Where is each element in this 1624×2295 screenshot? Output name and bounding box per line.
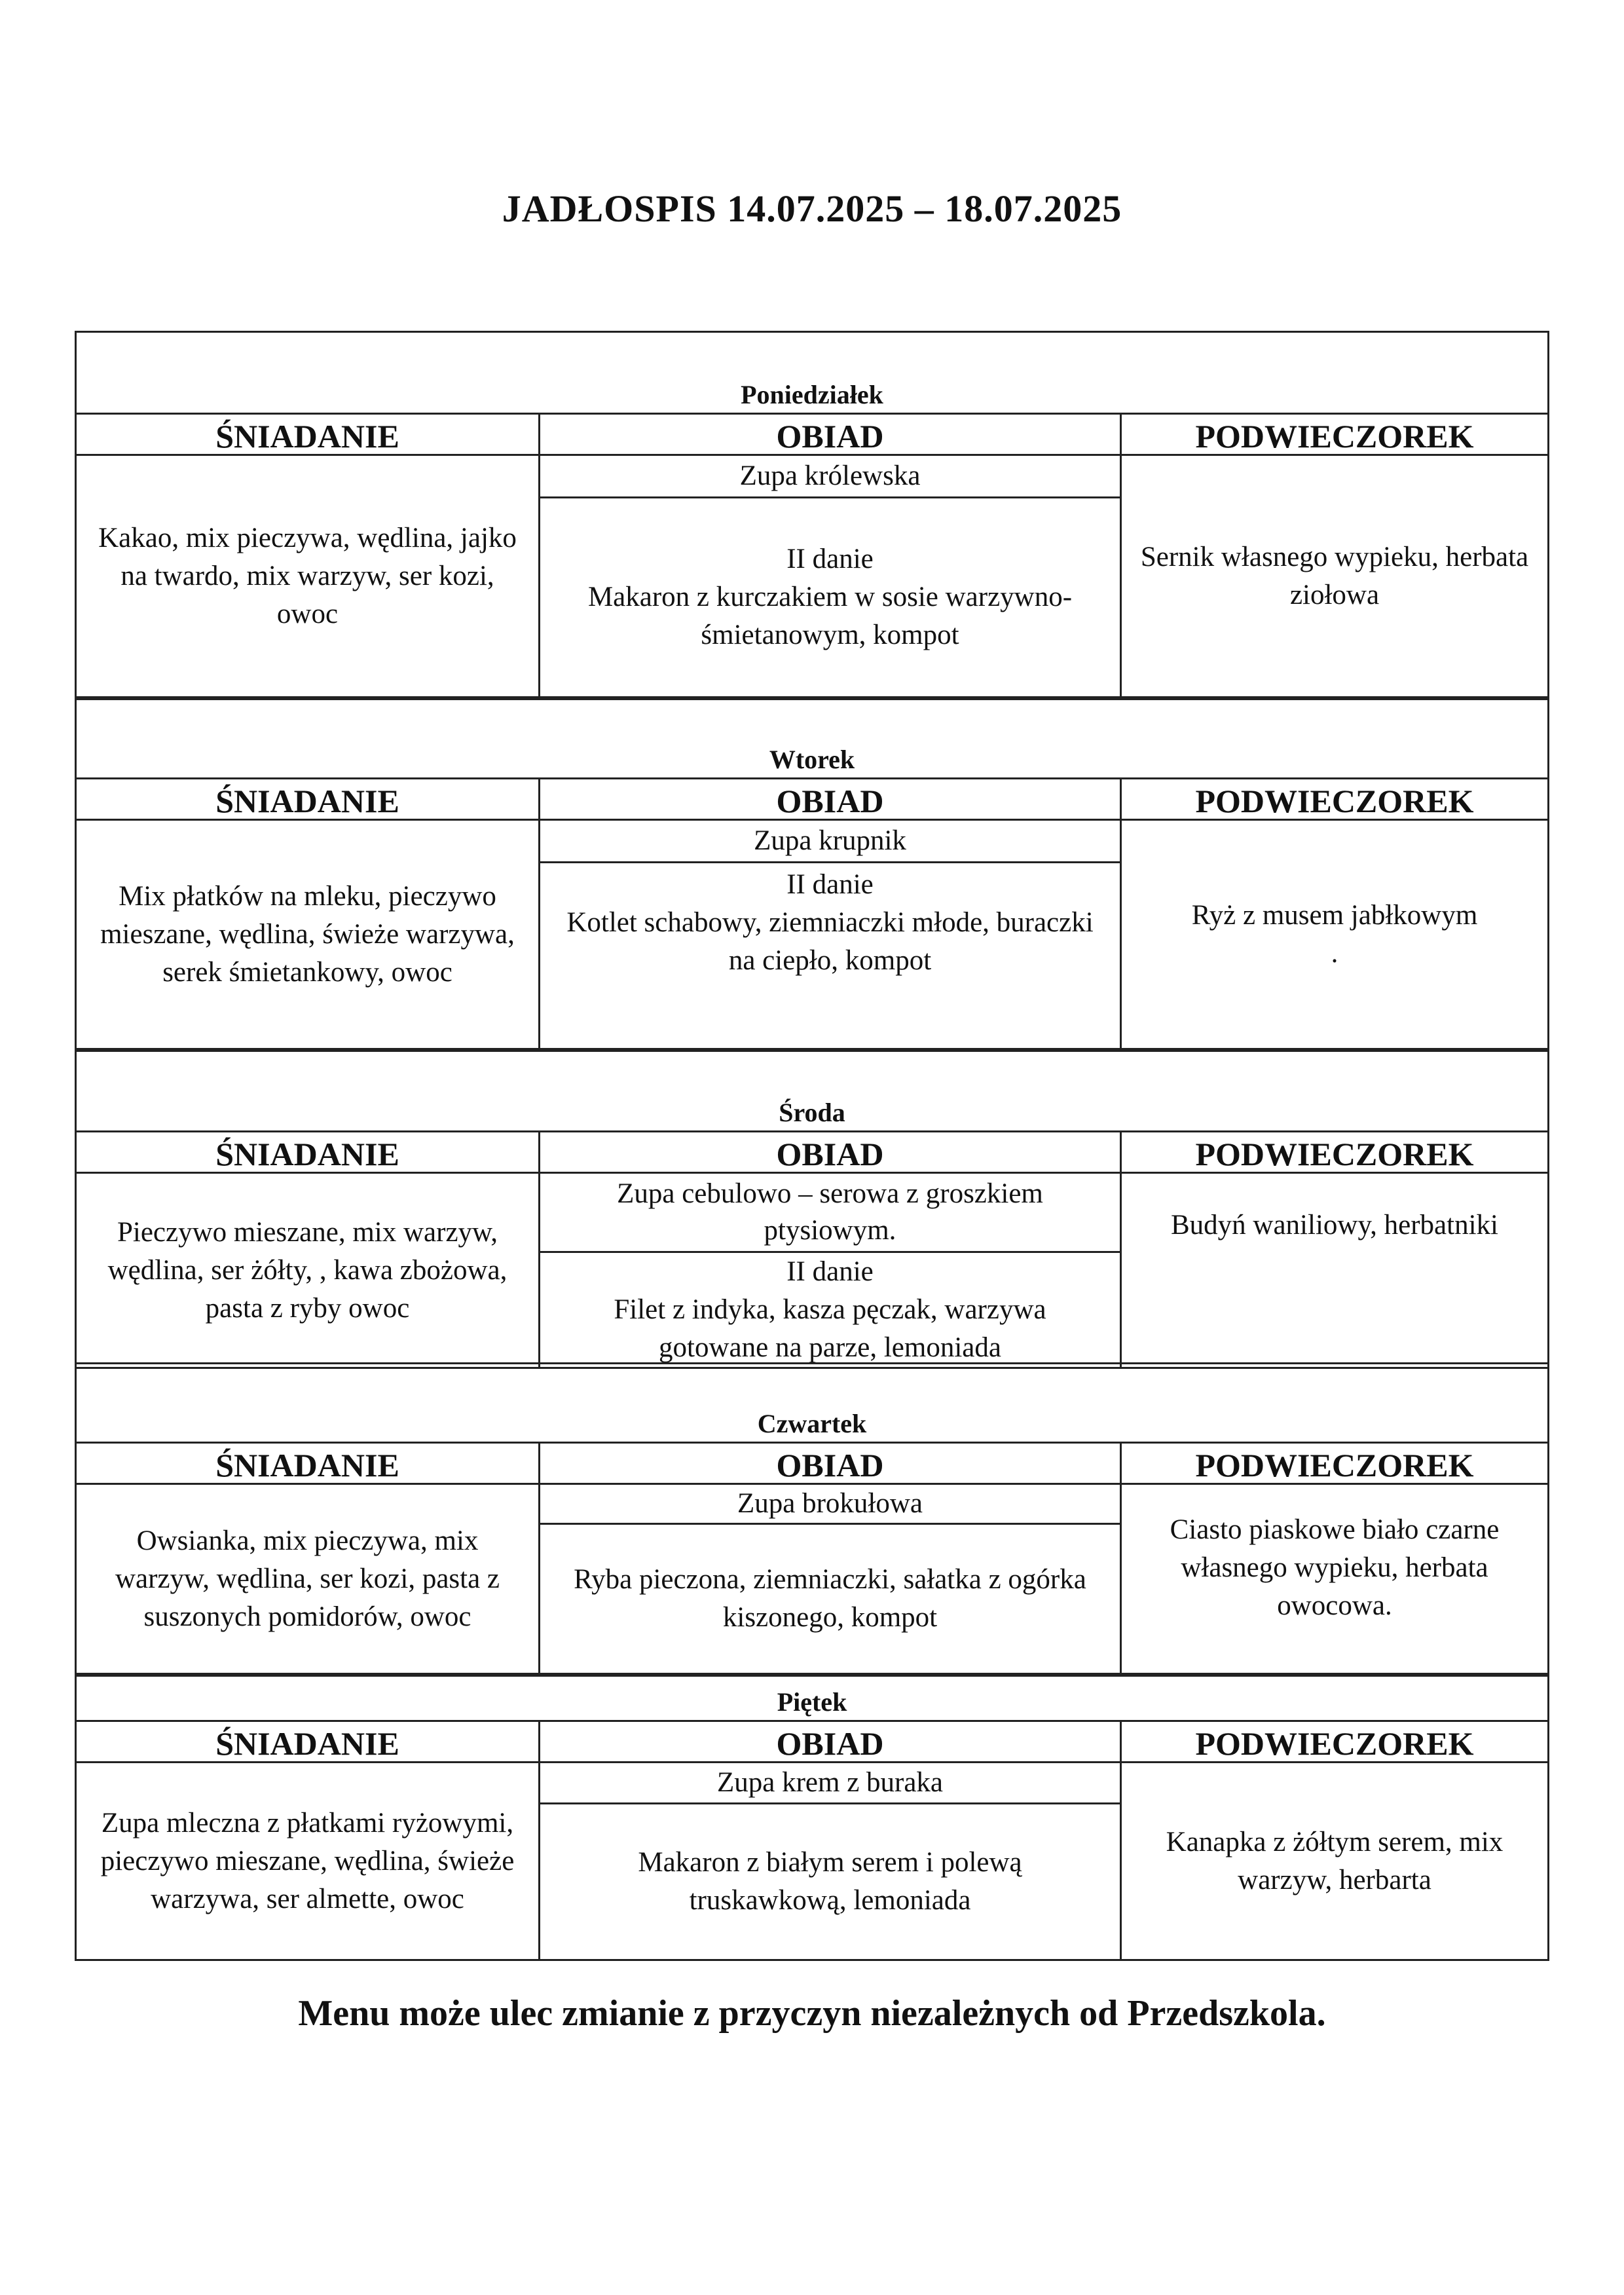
day-section-monday — [75, 331, 1549, 698]
header-lunch: OBIAD — [538, 777, 1120, 821]
snack-cell: Sernik własnego wypieku, herbata ziołowa — [1120, 456, 1549, 698]
day-section-tuesday — [75, 698, 1549, 1050]
day-section-wednesday — [75, 1050, 1549, 1362]
lunch-cell — [538, 456, 1120, 698]
main-course-text: II danie Filet z indyka, kasza pęczak, warzywa gotowane na parze, lemoniada — [614, 1256, 1046, 1363]
snack-cell: Budyń waniliowy, herbatniki — [1120, 1174, 1549, 1369]
day-section-thursday — [75, 1362, 1549, 1675]
header-breakfast: ŚNIADANIE — [75, 777, 538, 821]
day-name: Piętek — [777, 1687, 847, 1717]
breakfast-cell: Pieczywo mieszane, mix warzyw, wędlina, ser żółty, , kawa zbożowa, pasta z ryby owoc — [75, 1174, 538, 1369]
soup-text: Zupa krem z buraka — [540, 1763, 1120, 1804]
header-lunch: OBIAD — [538, 1130, 1120, 1174]
header-lunch: OBIAD — [538, 1442, 1120, 1485]
header-breakfast: ŚNIADANIE — [75, 413, 538, 456]
main-course-text: Ryba pieczona, ziemniaczki, sałatka z ogórka kiszonego, kompot — [574, 1564, 1086, 1633]
header-lunch: OBIAD — [538, 413, 1120, 456]
main-course-text: II danie Makaron z kurczakiem w sosie warzywno- śmietanowym, kompot — [587, 544, 1073, 650]
day-name: Wtorek — [769, 745, 855, 774]
header-snack: PODWIECZOREK — [1120, 1130, 1549, 1174]
snack-cell: Ryż z musem jabłkowym . — [1120, 821, 1549, 1050]
lunch-cell — [538, 1763, 1120, 1961]
soup-text: Zupa cebulowo – serowa z groszkiem ptysiowym. — [540, 1174, 1120, 1253]
soup-text: Zupa krupnik — [540, 821, 1120, 863]
lunch-cell — [538, 1174, 1120, 1369]
main-course-text: Makaron z białym serem i polewą truskawkową, lemoniada — [638, 1847, 1022, 1916]
footer-note: Menu może ulec zmianie z przyczyn niezależnych od Przedszkola. — [298, 1993, 1326, 2034]
breakfast-cell: Owsianka, mix pieczywa, mix warzyw, wędlina, ser kozi, pasta z suszonych pomidorów, owoc — [75, 1485, 538, 1675]
snack-cell: Ciasto piaskowe biało czarne własnego wypieku, herbata owocowa. — [1120, 1485, 1549, 1675]
header-lunch: OBIAD — [538, 1720, 1120, 1763]
soup-text: Zupa królewska — [540, 456, 1120, 498]
breakfast-cell: Zupa mleczna z płatkami ryżowymi, pieczywo mieszane, wędlina, świeże warzywa, ser almette, owoc — [75, 1763, 538, 1961]
header-snack: PODWIECZOREK — [1120, 413, 1549, 456]
lunch-cell — [538, 1485, 1120, 1675]
header-breakfast: ŚNIADANIE — [75, 1720, 538, 1763]
main-course-text: II danie Kotlet schabowy, ziemniaczki młode, buraczki na ciepło, kompot — [566, 869, 1094, 976]
header-breakfast: ŚNIADANIE — [75, 1442, 538, 1485]
header-snack: PODWIECZOREK — [1120, 777, 1549, 821]
breakfast-cell: Mix płatków na mleku, pieczywo mieszane, wędlina, świeże warzywa, serek śmietankowy, owoc — [75, 821, 538, 1050]
day-name: Czwartek — [757, 1409, 867, 1438]
menu-table — [75, 331, 1549, 1961]
page-title: JADŁOSPIS 14.07.2025 – 18.07.2025 — [502, 187, 1122, 230]
header-snack: PODWIECZOREK — [1120, 1442, 1549, 1485]
day-name: Poniedziałek — [741, 380, 883, 409]
lunch-cell — [538, 821, 1120, 1050]
day-name: Środa — [779, 1098, 845, 1127]
snack-cell: Kanapka z żółtym serem, mix warzyw, herbarta — [1120, 1763, 1549, 1961]
soup-text: Zupa brokułowa — [540, 1485, 1120, 1525]
day-section-friday — [75, 1675, 1549, 1961]
header-snack: PODWIECZOREK — [1120, 1720, 1549, 1763]
breakfast-cell: Kakao, mix pieczywa, wędlina, jajko na twardo, mix warzyw, ser kozi, owoc — [75, 456, 538, 698]
header-breakfast: ŚNIADANIE — [75, 1130, 538, 1174]
